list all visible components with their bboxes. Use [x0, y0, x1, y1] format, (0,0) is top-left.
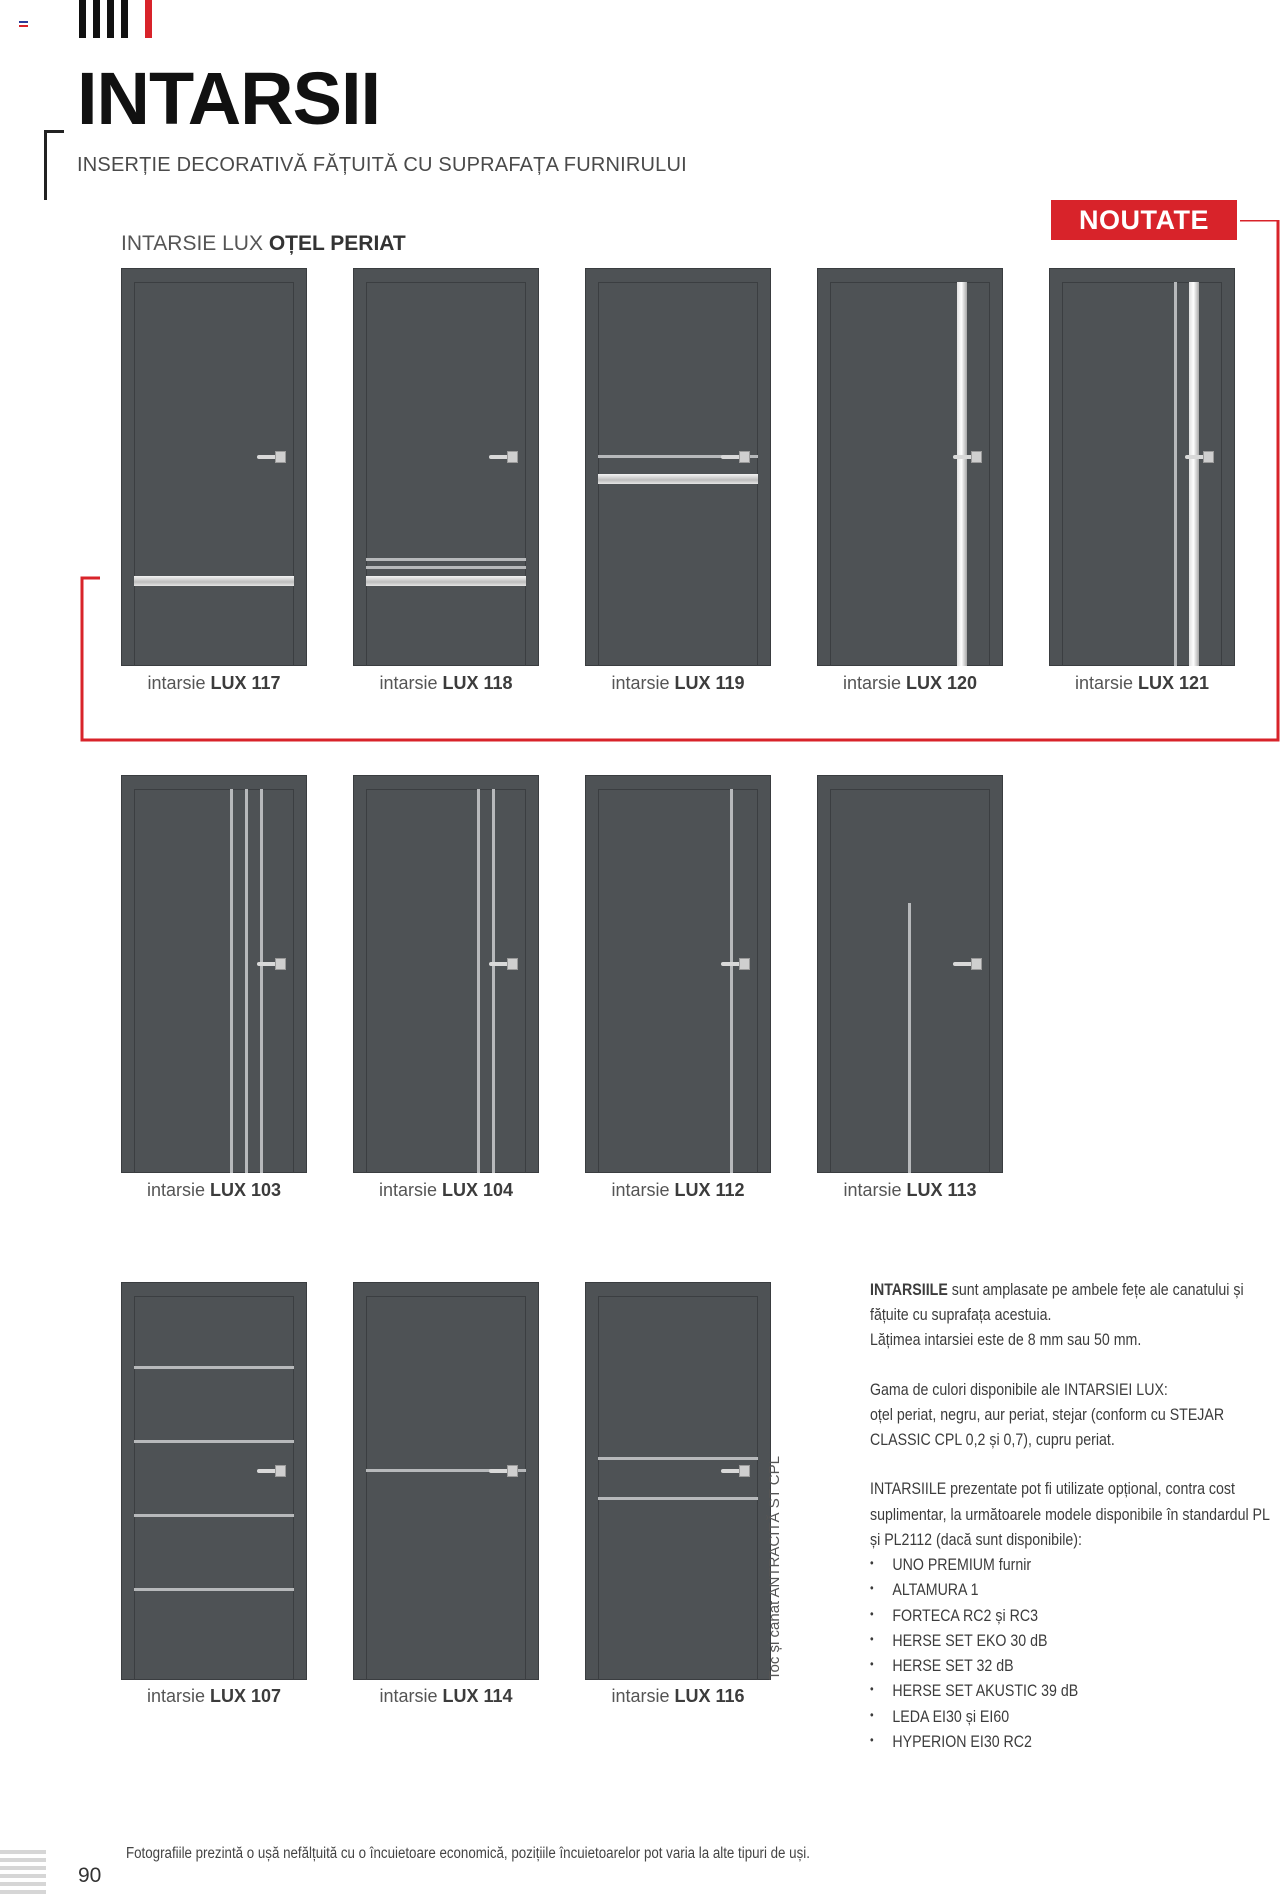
list-item: • HERSE SET 32 dB [870, 1654, 1274, 1679]
info-paragraph-1: INTARSIILE sunt amplasate pe ambele fețe ale canatului și fățuite cu suprafața acestuia. Lățimea intarsiei este de 8 mm sau 50 mm. [870, 1281, 1244, 1350]
door-panel [366, 282, 526, 666]
inlay-line [1174, 282, 1177, 666]
info-paragraph-2: Gama de culori disponibile ale INTARSIEI LUX: oțel periat, negru, aur periat, stejar (conform cu STEJAR CLASSIC CPL 0,2 și 0,7), cupru periat. [870, 1380, 1225, 1450]
inlay-line [908, 903, 911, 1173]
section-label-prefix: INTARSIE LUX [121, 232, 269, 255]
door-caption: intarsie LUX 112 [611, 1180, 745, 1200]
flag-icon [19, 21, 28, 27]
list-item: • LEDA EI30 și EI60 [870, 1705, 1274, 1730]
inlay-line [230, 789, 233, 1173]
inlay-bar [598, 474, 758, 484]
door-lux-117[interactable] [121, 268, 307, 666]
door-caption: intarsie LUX 120 [842, 673, 978, 693]
section-label-strong: OȚEL PERIAT [268, 232, 406, 255]
door-panel [366, 1296, 526, 1680]
door-panel [134, 282, 294, 666]
door-panel [134, 789, 294, 1173]
footer-stripes [0, 1850, 46, 1900]
title-bracket [44, 130, 64, 200]
door-caption: intarsie LUX 117 [147, 673, 281, 693]
list-item: • ALTAMURA 1 [870, 1578, 1274, 1603]
inlay-line [134, 1588, 294, 1591]
door-panel [598, 1296, 758, 1680]
page-subtitle: INSERȚIE DECORATIVĂ FĂȚUITĂ CU SUPRAFAȚA FURNIRULUI [77, 154, 687, 176]
inlay-bar [957, 282, 967, 666]
door-caption: intarsie LUX 118 [379, 673, 513, 693]
frame-finish-label: Toc și canat ANTRACITĂ ST CPL [766, 1456, 783, 1680]
footnote: Fotografiile prezintă o ușă nefălțuită cu o încuietoare economică, pozițiile încuietoarelor pot varia la alte tipuri de uși. [126, 1845, 810, 1862]
list-item: • HERSE SET AKUSTIC 39 dB [870, 1679, 1274, 1704]
inlay-line [598, 1457, 758, 1460]
inlay-line [598, 1497, 758, 1500]
logo-bar-red [145, 0, 152, 38]
inlay-bar [134, 576, 294, 586]
door-lux-118[interactable] [353, 268, 539, 666]
door-lux-112[interactable] [585, 775, 771, 1173]
door-panel [134, 1296, 294, 1680]
door-caption: intarsie LUX 113 [843, 1180, 977, 1200]
page-title: INTARSII [77, 57, 381, 140]
door-lux-113[interactable] [817, 775, 1003, 1173]
list-item: • HERSE SET EKO 30 dB [870, 1629, 1274, 1654]
door-panel [598, 789, 758, 1173]
list-item: • HYPERION EI30 RC2 [870, 1730, 1274, 1755]
logo-bar [79, 0, 86, 38]
door-caption: intarsie LUX 114 [379, 1686, 513, 1706]
info-text [870, 1278, 1274, 1755]
door-lux-121[interactable] [1049, 268, 1235, 666]
inlay-line [134, 1440, 294, 1443]
door-lux-119[interactable] [585, 268, 771, 666]
inlay-bar [1189, 282, 1199, 666]
door-lux-120[interactable] [817, 268, 1003, 666]
logo-bar [107, 0, 114, 38]
door-caption: intarsie LUX 119 [611, 673, 745, 693]
door-caption: intarsie LUX 104 [378, 1180, 514, 1200]
model-list [870, 1553, 1274, 1755]
inlay-line [492, 789, 495, 1173]
info-paragraph-3: INTARSIILE prezentate pot fi utilizate opțional, contra cost suplimentar, la următoarele modele disponibile în standardul PL și PL2112 (dacă sunt disponibile): [870, 1480, 1270, 1549]
page-number: 90 [78, 1864, 102, 1887]
inlay-bar [366, 576, 526, 586]
door-caption: intarsie LUX 107 [146, 1686, 282, 1706]
door-lux-104[interactable] [353, 775, 539, 1173]
door-lux-116[interactable] [585, 1282, 771, 1680]
inlay-line [134, 1514, 294, 1517]
logo-bar [121, 0, 128, 38]
inlay-line [366, 558, 526, 561]
inlay-line [245, 789, 248, 1173]
new-badge: NOUTATE [1051, 200, 1237, 240]
door-caption: intarsie LUX 121 [1074, 673, 1210, 693]
door-panel [366, 789, 526, 1173]
door-lux-103[interactable] [121, 775, 307, 1173]
inlay-line [134, 1366, 294, 1369]
door-lux-114[interactable] [353, 1282, 539, 1680]
door-caption: intarsie LUX 116 [611, 1686, 745, 1706]
inlay-line [477, 789, 480, 1173]
inlay-line [366, 566, 526, 569]
logo-bar [93, 0, 100, 38]
door-caption: intarsie LUX 103 [146, 1180, 282, 1200]
list-item: • FORTECA RC2 și RC3 [870, 1604, 1274, 1629]
door-lux-107[interactable] [121, 1282, 307, 1680]
list-item: • UNO PREMIUM furnir [870, 1553, 1274, 1578]
inlay-line [260, 789, 263, 1173]
inlay-line [730, 789, 733, 1173]
